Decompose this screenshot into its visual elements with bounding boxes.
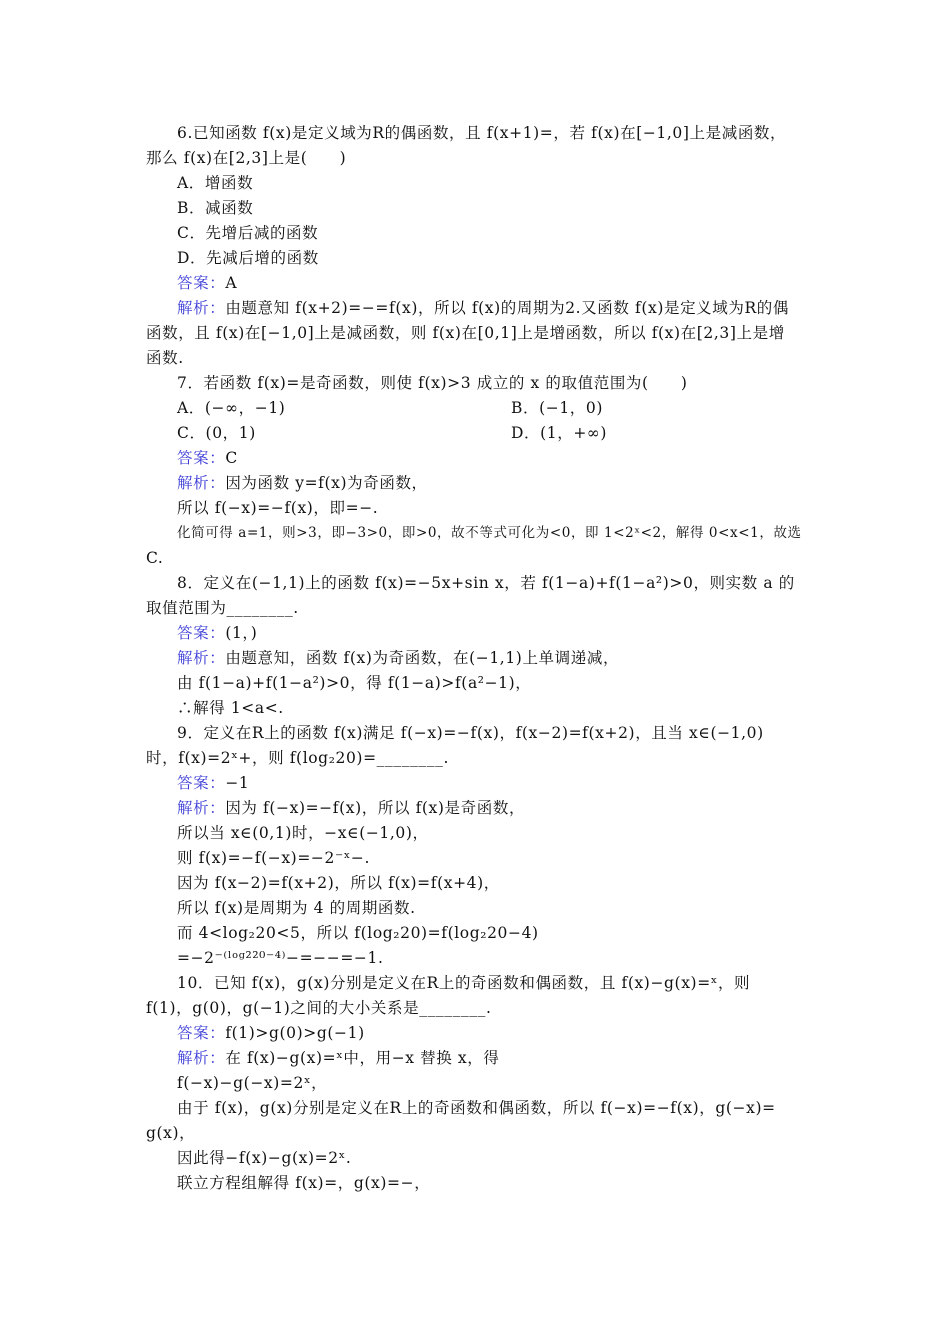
- q9-solution-line-2: 所以当 x∈(0,1)时，−x∈(−1,0)，: [177, 824, 429, 842]
- q8-solution-line-2: 由 f(1−a)+f(1−a²)>0，得 f(1−a)>f(a²−1)，: [177, 674, 532, 692]
- q7-solution-line-1: [177, 471, 810, 496]
- q9-solution-line-4: 因为 f(x−2)=f(x+2)，所以 f(x)=f(x+4)，: [177, 874, 500, 892]
- q6-stem-line-1: 6.已知函数 f(x)是定义域为R的偶函数，且 f(x+1)=，若 f(x)在[−1,0]上是减函数，: [177, 124, 787, 142]
- q6-solution-line-2: 函数，且 f(x)在[−1,0]上是减函数，则 f(x)在[0,1]上是增函数，所以 f(x)在[2,3]上是增: [146, 324, 785, 342]
- q8-answer: (1，): [225, 624, 258, 642]
- q7-options-row-1: [177, 396, 810, 421]
- q6-solution-text-1: 由题意知 f(x+2)=−=f(x)，所以 f(x)的周期为2.又函数 f(x)是定义域为R的偶: [225, 299, 789, 317]
- q10-solution-line-3: 由于 f(x)，g(x)分别是定义在R上的奇函数和偶函数，所以 f(−x)=−f(x)，g(−x)=: [177, 1099, 776, 1117]
- solution-label: 解析：: [177, 474, 226, 492]
- q10-solution-line-5: 因此得−f(x)−g(x)=2ˣ.: [177, 1149, 352, 1167]
- q9-solution-line-7: =−2⁻⁽ˡᵒᵍ²²⁰⁻⁴⁾−=−−=−1.: [177, 949, 384, 967]
- q6-option-c: C．先增后减的函数: [177, 224, 319, 242]
- q9-answer-line: [177, 771, 810, 796]
- q10-solution-line-6: 联立方程组解得 f(x)=，g(x)=−，: [177, 1174, 431, 1192]
- q10-answer: f(1)>g(0)>g(−1): [225, 1024, 365, 1042]
- q9-solution-line-5: 所以 f(x)是周期为 4 的周期函数.: [177, 899, 416, 917]
- q7-options-row-2: [177, 421, 810, 446]
- answer-label: 答案：: [177, 274, 226, 292]
- solution-label: 解析：: [177, 299, 226, 317]
- q7-option-c: C．(0，1): [177, 424, 256, 442]
- q8-solution-text-1: 由题意知，函数 f(x)为奇函数，在(−1,1)上单调递减，: [225, 649, 620, 667]
- q8-stem-line-2: 取值范围为________.: [146, 599, 299, 617]
- q7-option-a: A．(−∞，−1): [177, 399, 286, 417]
- q6-option-a: A．增函数: [177, 174, 254, 192]
- q7-solution-line-4: C.: [146, 549, 164, 567]
- q10-solution-line-1: [177, 1046, 810, 1071]
- answer-label: 答案：: [177, 774, 226, 792]
- q8-answer-line: [177, 621, 810, 646]
- q6-solution-line-3: 函数.: [146, 349, 184, 367]
- q8-solution-line-1: [177, 646, 810, 671]
- q7-answer-line: [177, 446, 810, 471]
- q10-solution-line-4: g(x)，: [146, 1124, 196, 1142]
- q9-stem-line-1: 9．定义在R上的函数 f(x)满足 f(−x)=−f(x)，f(x−2)=f(x+2)，且当 x∈(−1,0): [177, 724, 764, 742]
- q7-answer: C: [225, 449, 238, 467]
- q8-stem-line-1: 8．定义在(−1,1)上的函数 f(x)=−5x+sin x，若 f(1−a)+f(1−a²)>0，则实数 a 的: [177, 574, 795, 592]
- q9-stem-line-2: 时，f(x)=2ˣ+，则 f(log₂20)=________.: [146, 749, 449, 767]
- answer-label: 答案：: [177, 624, 226, 642]
- q10-solution-text-1: 在 f(x)−g(x)=ˣ中，用−x 替换 x，得: [225, 1049, 500, 1067]
- q6-option-d: D．先减后增的函数: [177, 249, 319, 267]
- q9-answer: −1: [225, 774, 250, 792]
- answer-label: 答案：: [177, 1024, 226, 1042]
- q9-solution-line-1: [177, 796, 810, 821]
- q10-stem-line-1: 10．已知 f(x)，g(x)分别是定义在R上的奇函数和偶函数，且 f(x)−g(x)=ˣ，则: [177, 974, 751, 992]
- q6-stem-line-2: 那么 f(x)在[2,3]上是( ): [146, 149, 347, 167]
- q6-solution-line-1: [177, 296, 810, 321]
- q10-answer-line: [177, 1021, 810, 1046]
- q8-solution-line-3: ∴解得 1<a<.: [177, 699, 284, 717]
- q10-stem-line-2: f(1)，g(0)，g(−1)之间的大小关系是________.: [146, 999, 492, 1017]
- q7-solution-text-1: 因为函数 y=f(x)为奇函数，: [225, 474, 428, 492]
- q10-solution-line-2: f(−x)−g(−x)=2ˣ，: [177, 1074, 328, 1092]
- q7-solution-line-2: 所以 f(−x)=−f(x)，即=−.: [177, 499, 379, 517]
- q6-option-b: B．减函数: [177, 199, 254, 217]
- solution-label: 解析：: [177, 1049, 226, 1067]
- q6-answer-line: [177, 271, 810, 296]
- solution-label: 解析：: [177, 649, 226, 667]
- q7-solution-line-3: 化简可得 a=1，则>3，即−3>0，即>0，故不等式可化为<0，即 1<2ˣ<2，解得 0<x<1，故选: [177, 525, 802, 541]
- q7-option-b: B．(−1，0): [511, 399, 603, 417]
- q9-solution-line-6: 而 4<log₂20<5，所以 f(log₂20)=f(log₂20−4): [177, 924, 539, 942]
- q7-stem-line-1: 7．若函数 f(x)=是奇函数，则使 f(x)>3 成立的 x 的取值范围为( ): [177, 374, 688, 392]
- solution-label: 解析：: [177, 799, 226, 817]
- answer-label: 答案：: [177, 449, 226, 467]
- q9-solution-line-3: 则 f(x)=−f(−x)=−2⁻ˣ−.: [177, 849, 371, 867]
- q9-solution-text-1: 因为 f(−x)=−f(x)，所以 f(x)是奇函数，: [225, 799, 526, 817]
- q6-answer: A: [225, 274, 238, 292]
- q7-option-d: D．(1，+∞): [511, 424, 608, 442]
